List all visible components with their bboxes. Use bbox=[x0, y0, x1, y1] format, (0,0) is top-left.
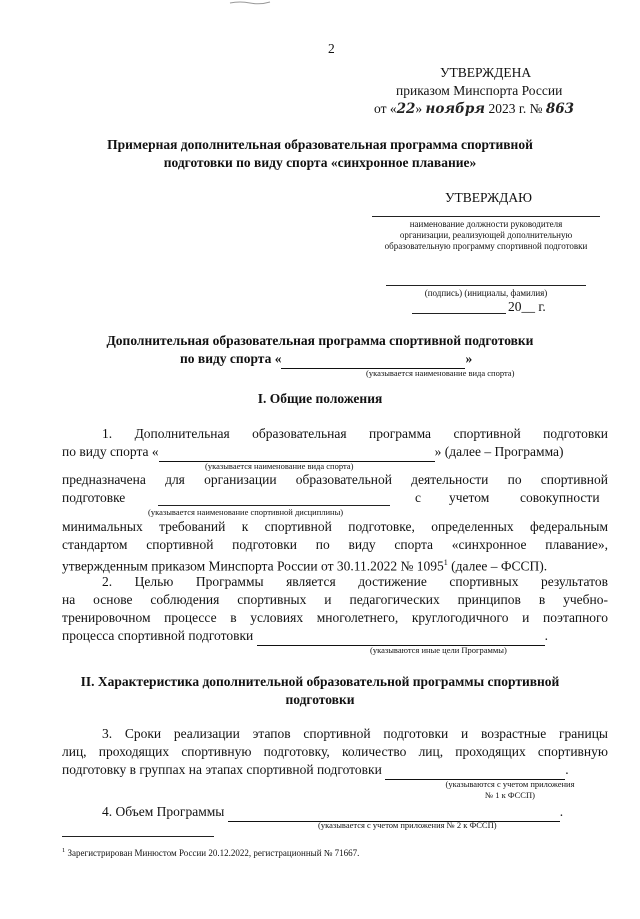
program-title-suffix: » bbox=[465, 351, 473, 366]
approval-title: УТВЕРЖДЕНА bbox=[440, 65, 532, 80]
section2-heading-line1: II. Характеристика дополнительной образовательной программы спортивной bbox=[80, 674, 560, 689]
p1-line4-prefix: подготовке bbox=[62, 490, 126, 505]
p2-goals-blank bbox=[257, 627, 545, 646]
p1-line1: 1. Дополнительная образовательная программа спортивной подготовки bbox=[102, 426, 608, 441]
p4-caption: (указывается с учетом приложения № 2 к ФССП) bbox=[318, 820, 497, 830]
p1-line6: стандартом спортивной подготовки по виду спорта «синхронное плавание», bbox=[62, 537, 608, 552]
order-number-handwritten: 863 bbox=[545, 101, 575, 117]
section1-heading: I. Общие положения bbox=[257, 391, 383, 406]
p1-line4-mid: с bbox=[415, 490, 421, 505]
p4-suffix: . bbox=[559, 804, 564, 819]
p1-line2 bbox=[62, 443, 564, 462]
p1-discipline-blank bbox=[158, 505, 390, 506]
p1-line3: предназначена для организации образовательной деятельности по спортивной bbox=[62, 472, 608, 487]
date-month-handwritten: ноября bbox=[425, 101, 486, 117]
p3-stages-blank bbox=[385, 761, 565, 780]
p2-line2: на основе соблюдения спортивных и педагогических принципов в учебно- bbox=[62, 592, 608, 607]
p3-line3-suffix: . bbox=[565, 762, 569, 777]
approve-year: 20__ г. bbox=[508, 299, 546, 314]
p1-caption1: (указывается наименование вида спорта) bbox=[205, 461, 354, 471]
footnote-separator bbox=[62, 836, 214, 837]
p1-line7-end: (далее – ФССП). bbox=[447, 558, 548, 574]
p2-caption: (указываются иные цели Программы) bbox=[370, 645, 507, 655]
p2-line4-suffix: . bbox=[544, 628, 549, 643]
approval-date-line bbox=[374, 100, 574, 118]
signature-line bbox=[386, 285, 586, 286]
footnote-text: Зарегистрирован Минюстом России 20.12.2022, регистрационный № 71667. bbox=[65, 848, 360, 858]
sport-name-blank bbox=[281, 350, 465, 369]
p2-line3: тренировочном процессе в условиях многолетнего, круглогодичного и поэтапного bbox=[62, 610, 608, 625]
p1-line7-text: утвержденным приказом Минспорта России от 30.11.2022 № 1095 bbox=[62, 558, 444, 574]
p1-line4-word2: совокупности bbox=[520, 490, 600, 505]
p3-line2: лиц, проходящих спортивную подготовку, количество лиц, проходящих спортивную bbox=[62, 744, 608, 759]
footnote-ref: 1 bbox=[443, 558, 448, 567]
p3-caption-2: № 1 к ФССП) bbox=[485, 790, 535, 800]
date-day-handwritten: 22 bbox=[396, 101, 416, 117]
p4-prefix: 4. Объем Программы bbox=[102, 804, 225, 819]
doc-title-line1: Примерная дополнительная образовательная программа спортивной bbox=[107, 137, 533, 152]
p1-line5: минимальных требований к спортивной подготовке, определенных федеральным bbox=[62, 519, 608, 534]
position-caption-3: образовательную программу спортивной подготовки bbox=[384, 241, 588, 251]
p2-line4-prefix: процесса спортивной подготовки bbox=[62, 628, 254, 643]
position-caption-2: организации, реализующей дополнительную bbox=[399, 230, 573, 240]
footnote-mark: 1 bbox=[62, 847, 66, 854]
signature-caption: (подпись) (инициалы, фамилия) bbox=[424, 288, 548, 298]
p3-line3-prefix: подготовку в группах на этапах спортивной подготовки bbox=[62, 762, 382, 777]
scan-artifact bbox=[228, 0, 272, 5]
p1-sport-blank bbox=[159, 443, 435, 462]
program-title-line2 bbox=[180, 350, 472, 369]
date-year: 2023 г. № bbox=[488, 101, 543, 116]
p2-line1: 2. Целью Программы является достижение спортивных результатов bbox=[102, 574, 608, 589]
p3-caption-1: (указываются с учетом приложения bbox=[445, 779, 575, 789]
date-prefix: от « bbox=[374, 101, 397, 116]
date-mid: » bbox=[415, 101, 423, 116]
p1-line2-prefix: по виду спорта « bbox=[62, 444, 159, 459]
doc-title-line2: подготовки по виду спорта «синхронное плавание» bbox=[163, 155, 477, 170]
p2-line4 bbox=[62, 627, 548, 646]
p3-line1: 3. Сроки реализации этапов спортивной подготовки и возрастные границы bbox=[102, 726, 608, 741]
section2-heading-line2: подготовки bbox=[285, 692, 355, 707]
date-blank-line bbox=[412, 313, 506, 314]
p1-caption2: (указывается наименование спортивной дисциплины) bbox=[148, 507, 344, 517]
program-title-line1: Дополнительная образовательная программа спортивной подготовки bbox=[106, 333, 534, 348]
program-title-prefix: по виду спорта « bbox=[180, 351, 282, 366]
position-caption-1: наименование должности руководителя bbox=[409, 219, 563, 229]
p3-line3 bbox=[62, 761, 569, 780]
position-line bbox=[372, 216, 600, 217]
page-number: 2 bbox=[328, 41, 335, 56]
p1-line2-suffix: » (далее – Программа) bbox=[434, 444, 564, 459]
program-title-caption: (указывается наименование вида спорта) bbox=[366, 368, 515, 378]
footnote bbox=[62, 845, 359, 859]
approval-order-line: приказом Минспорта России bbox=[396, 83, 563, 98]
approve-label: УТВЕРЖДАЮ bbox=[445, 190, 533, 205]
p1-line4-word1: учетом bbox=[449, 490, 490, 505]
